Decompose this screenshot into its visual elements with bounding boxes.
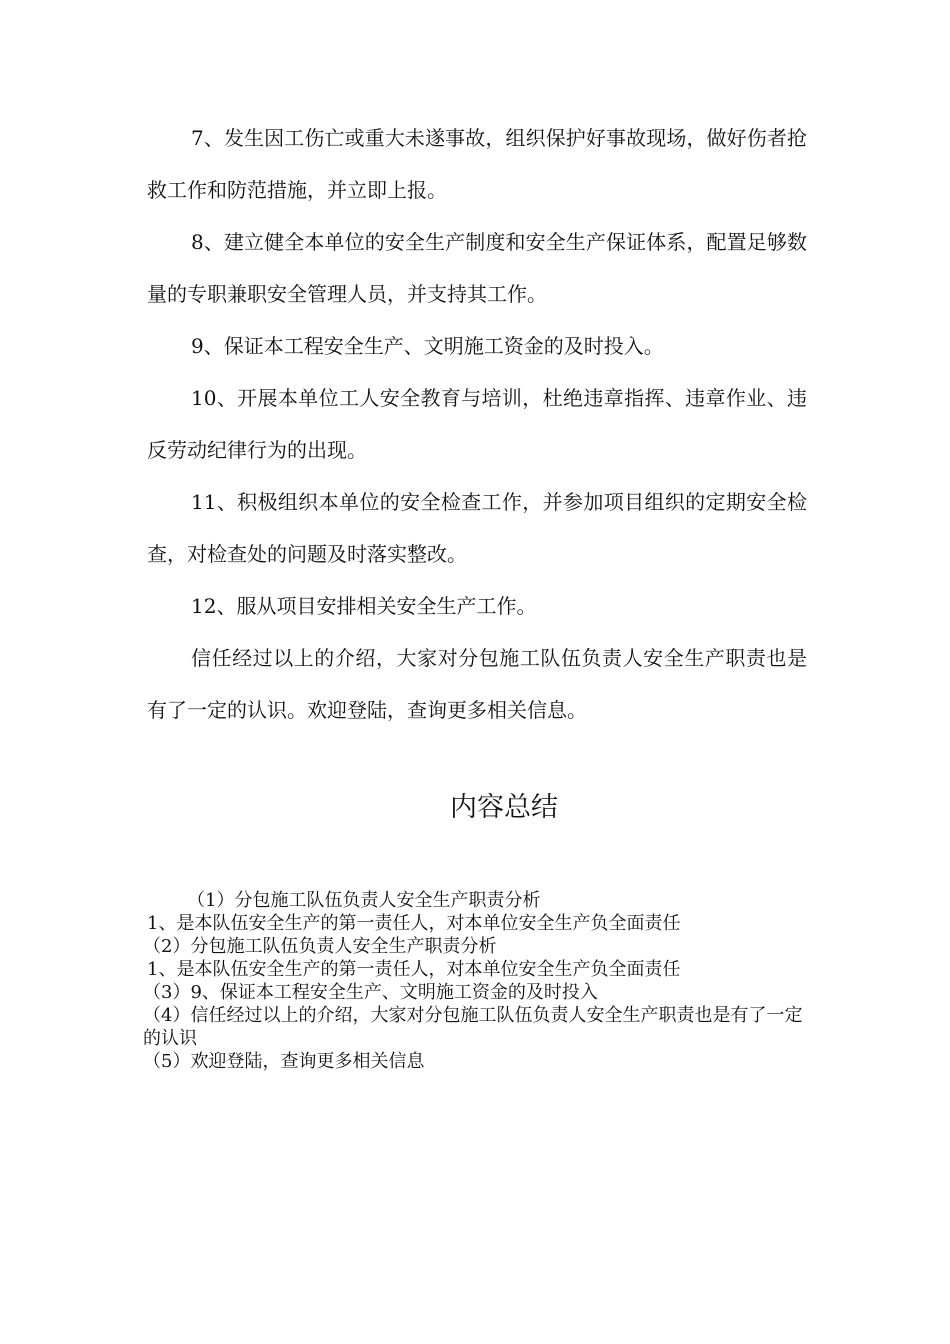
summary-line-7: （5）欢迎登陆，查询更多相关信息: [143, 1051, 425, 1072]
summary-line-5: （3）9、保证本工程安全生产、文明施工资金的及时投入: [143, 982, 598, 1003]
summary-block: [143, 889, 807, 1073]
paragraph-item-9: 9、保证本工程安全生产、文明施工资金的及时投入。: [191, 334, 664, 358]
summary-line-4: 1、是本队伍安全生产的第一责任人，对本单位安全生产负全面责任: [147, 959, 681, 980]
paragraph-item-8: 8、建立健全本单位的安全生产制度和安全生产保证体系，配置足够数量的专职兼职安全管理人员，并支持其工作。: [147, 230, 807, 306]
summary-line-1: （1）分包施工队伍负责人安全生产职责分析: [187, 890, 541, 911]
paragraph-item-12: 12、服从项目安排相关安全生产工作。: [191, 594, 537, 618]
summary-line-6: （4）信任经过以上的介绍，大家对分包施工队伍负责人安全生产职责也是有了一定的认识: [143, 1005, 803, 1049]
paragraph-item-10: 10、开展本单位工人安全教育与培训，杜绝违章指挥、违章作业、违反劳动纪律行为的出现。: [147, 386, 807, 462]
summary-line-2: 1、是本队伍安全生产的第一责任人，对本单位安全生产负全面责任: [147, 913, 681, 934]
summary-title: 内容总结: [450, 792, 558, 823]
paragraph-item-11: 11、积极组织本单位的安全检查工作，并参加项目组织的定期安全检查，对检查处的问题及时落实整改。: [147, 490, 807, 566]
paragraph-closing: 信任经过以上的介绍，大家对分包施工队伍负责人安全生产职责也是有了一定的认识。欢迎登陆，查询更多相关信息。: [147, 646, 807, 722]
summary-line-3: （2）分包施工队伍负责人安全生产职责分析: [143, 936, 497, 957]
body-text: [147, 112, 807, 736]
paragraph-item-7: 7、发生因工伤亡或重大未遂事故，组织保护好事故现场，做好伤者抢救工作和防范措施，并立即上报。: [147, 126, 807, 202]
